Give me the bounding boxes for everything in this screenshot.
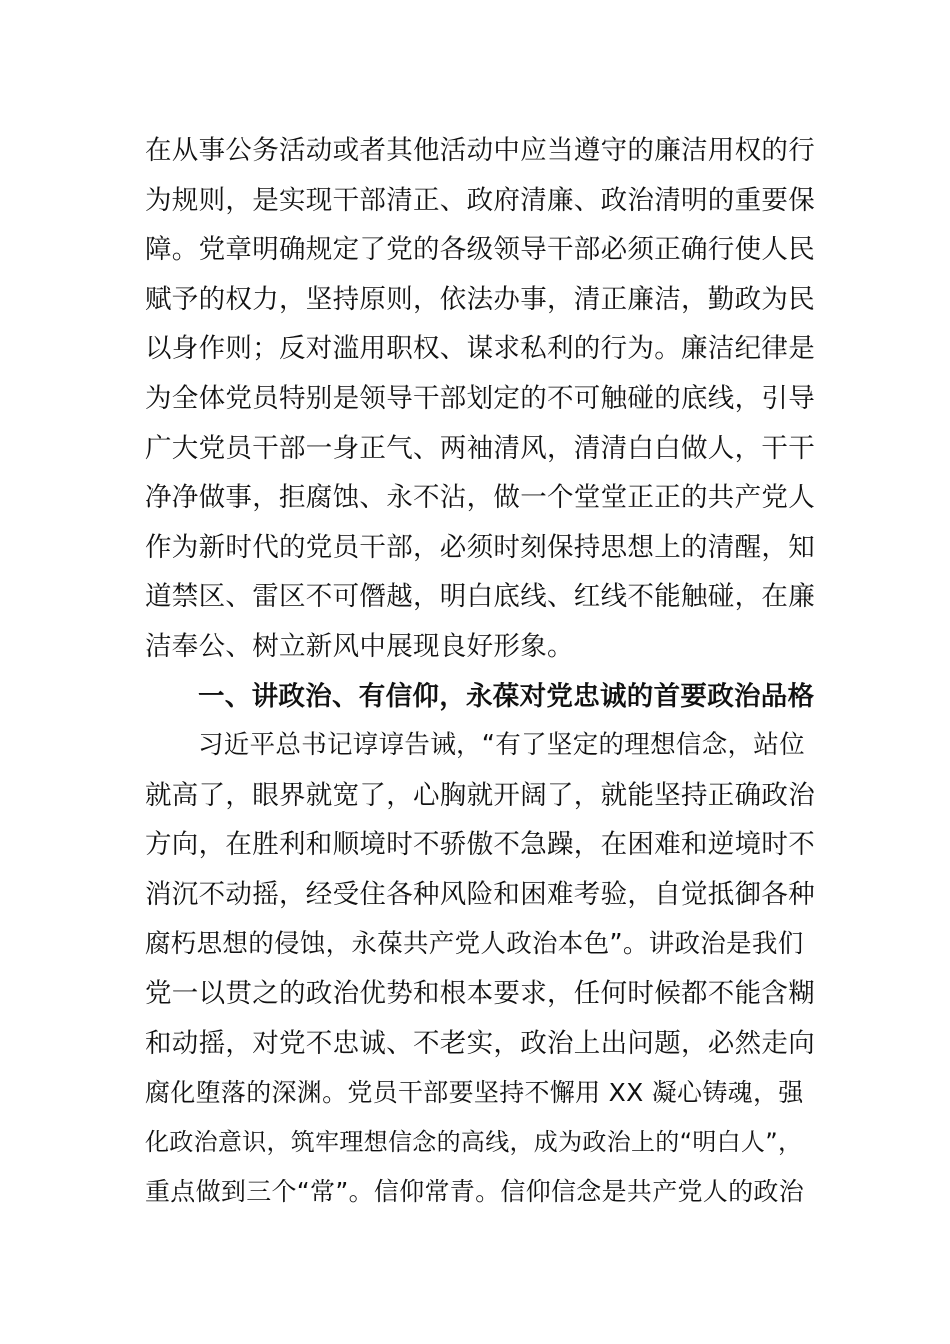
body-line: 道禁区、雷区不可僭越，明白底线、红线不能触碰，在廉 (145, 581, 815, 613)
body-line: 以身作则；反对滥用职权、谋求私利的行为。廉洁纪律是 (145, 333, 815, 365)
body-line: 在从事公务活动或者其他活动中应当遵守的廉洁用权的行 (145, 135, 815, 166)
body-line: 净净做事，拒腐蚀、永不沾，做一个堂堂正正的共产党人 (145, 482, 815, 514)
body-line: 腐朽思想的侵蚀，永葆共产党人政治本色”。讲政治是我们 (145, 928, 804, 959)
body-line: 习近平总书记谆谆告诫，“有了坚定的理想信念，站位 (198, 730, 805, 761)
body-line: 作为新时代的党员干部，必须时刻保持思想上的清醒，知 (145, 531, 815, 563)
body-line: 为规则，是实现干部清正、政府清廉、政治清明的重要保 (145, 184, 815, 216)
body-line: 和动摇，对党不忠诚、不老实，政治上出问题，必然走向 (145, 1027, 815, 1059)
body-line: 广大党员干部一身正气、两袖清风，清清白白做人，干干 (145, 432, 815, 464)
body-line: 赋予的权力，坚持原则，依法办事，清正廉洁，勤政为民 (145, 283, 815, 315)
body-line: 党一以贯之的政治优势和根本要求，任何时候都不能含糊 (145, 978, 815, 1010)
body-line: 方向，在胜利和顺境时不骄傲不急躁，在困难和逆境时不 (145, 829, 815, 861)
document-body (145, 126, 815, 1217)
body-line: 腐化堕落的深渊。党员干部要坚持不懈用 XX 凝心铸魂，强 (145, 1078, 804, 1108)
body-line: 化政治意识，筑牢理想信念的高线，成为政治上的“明白人”， (145, 1127, 803, 1156)
body-line: 消沉不动摇，经受住各种风险和困难考验，自觉抵御各种 (145, 878, 815, 910)
body-line: 洁奉公、树立新风中展现良好形象。 (145, 630, 574, 662)
section-heading: 一、讲政治、有信仰，永葆对党忠诚的首要政治品格 (198, 680, 815, 712)
body-line: 障。党章明确规定了党的各级领导干部必须正确行使人民 (145, 234, 815, 266)
body-line: 就高了，眼界就宽了，心胸就开阔了，就能坚持正确政治 (145, 779, 815, 811)
body-line: 为全体党员特别是领导干部划定的不可触碰的底线，引导 (145, 382, 815, 414)
body-line: 重点做到三个“常”。信仰常青。信仰信念是共产党人的政治 (145, 1177, 805, 1207)
